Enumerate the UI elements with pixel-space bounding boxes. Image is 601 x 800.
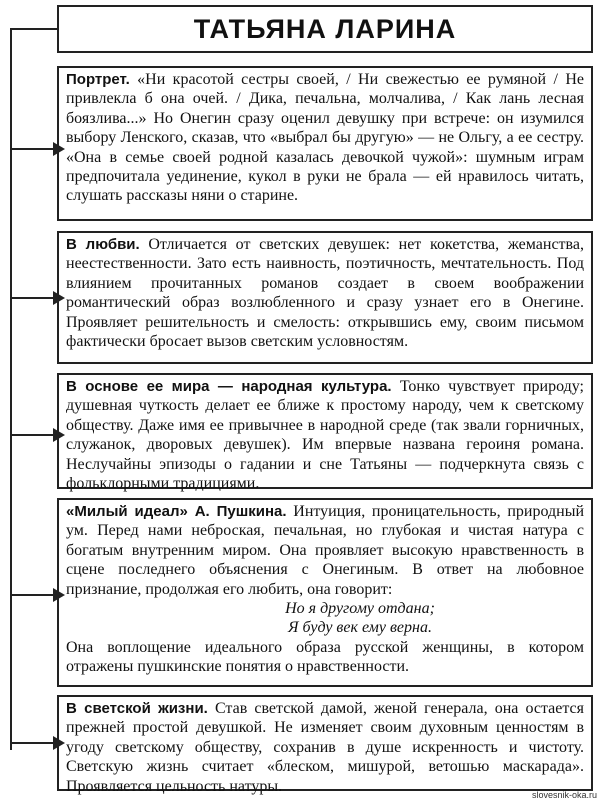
arrow-folk-culture — [10, 434, 55, 436]
section-text: Став светской дамой, женой генерала, она остается прежней простой девушкой. Не изменяет своим духовным ценностям в угоду светскому обществу, сохранив в душе искренность и чистоту. Светскую жизнь считает «блеском, мишурой, ветошью маскарада». Проявляется цельность натуры. — [66, 700, 585, 795]
arrow-ideal — [10, 594, 55, 596]
section-heading: В любви. — [66, 236, 140, 253]
quote-line: Я буду век ему верна. — [288, 619, 432, 637]
section-portrait — [57, 66, 593, 221]
section-text: Отличается от светских девушек: нет кокетства, жеманства, неестественности. Зато есть наивность, поэтичность, мечтательность. Под влиянием прочитанных романов создает в своем воображении романтический образ возлюбленного и сразу узнает его в Онегине. Проявляет решительность и смелость: открывшись ему, своим письмом фактически бросает вызов светским условностям. — [66, 236, 584, 351]
section-text-after: Она воплощение идеального образа русской женщины, в котором отражены пушкинские понятия о нравственности. — [66, 638, 584, 676]
section-society-life — [57, 695, 593, 795]
section-heading: В основе ее мира — народная культура. — [66, 378, 392, 395]
section-text: «Ни красотой сестры своей, / Ни свежестью ее румяной / Не привлекла б она очей. / Дика, печальна, молчалива, / Как лань лесная боязлива...» Но Онегин сразу оценил девушку при встрече: он изумился выбору Ленского, сказав, что «выбрал бы другую» — не Ольгу, а ее сестру. «Она в семье своей родной казалась девочкой чужой»: шумным играм предпочитала уединение, кукол в руки не брала — ей нравилось читать, слушать рассказы няни о старине. — [66, 71, 584, 205]
section-text: Тонко чувствует природу; душевная чуткость делает ее ближе к простому народу, чем к светскому обществу. Даже имя ее привычнее в народной среде (так звали горничных, служанок, дворовых девушек). Им впервые названа героиня романа. Неслучайны эпизоды о гадании и сне Татьяны — подчеркнута связь с фольклорными традициями. — [66, 378, 585, 493]
section-ideal — [57, 498, 593, 687]
arrow-society-life — [10, 742, 55, 744]
arrow-portrait — [10, 148, 55, 150]
section-text: Интуиция, проницательность, природный ум. Перед нами неброская, печальная, но глубокая и чистая натура с богатым внутренним миром. Она проявляет высокую нравственность в сцене последнего объяснения с Онегиным. В ответ на любовное признание, продолжая его любить, она говорит: — [66, 503, 584, 598]
page-title: ТАТЬЯНА ЛАРИНА — [57, 5, 593, 53]
quote-line: Но я другому отдана; — [285, 600, 435, 618]
connector-spine — [10, 28, 12, 750]
arrow-love — [10, 297, 55, 299]
section-heading: «Милый идеал» А. Пушкина. — [66, 503, 287, 520]
section-heading: В светской жизни. — [66, 700, 208, 717]
section-love — [57, 231, 593, 364]
section-folk-culture — [57, 373, 593, 493]
section-heading: Портрет. — [66, 71, 130, 88]
source-watermark: slovesnik-oka.ru — [531, 790, 597, 800]
title-connector — [10, 28, 57, 30]
